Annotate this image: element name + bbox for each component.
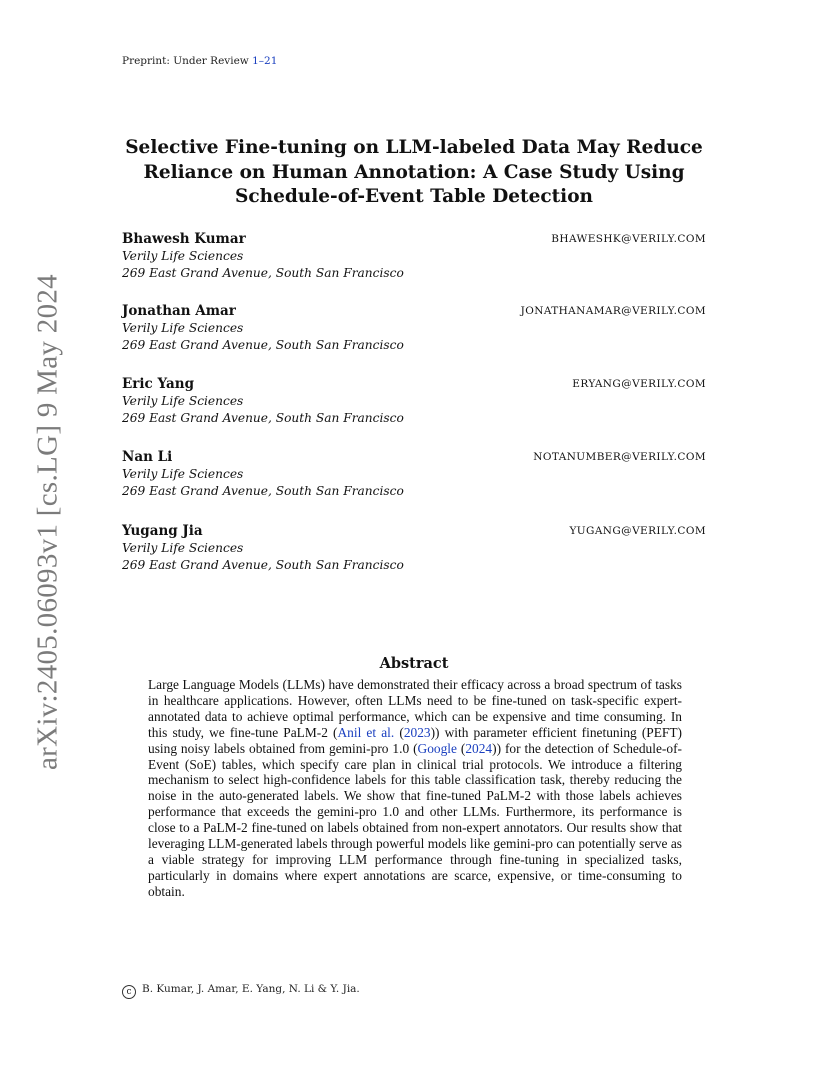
author-block: [122, 449, 708, 499]
author-name: Bhawesh Kumar: [122, 231, 246, 247]
preprint-header: [122, 55, 277, 67]
copyright-icon: c: [122, 985, 136, 999]
author-email[interactable]: NOTANUMBER@VERILY.COM: [533, 451, 706, 463]
author-affiliation: Verily Life Sciences: [122, 394, 244, 408]
abstract-heading: Abstract: [379, 655, 449, 672]
paper-title: [120, 136, 708, 210]
author-address: 269 East Grand Avenue, South San Francisco: [122, 337, 404, 352]
author-block: [122, 231, 708, 281]
preprint-label: Preprint: Under Review: [122, 55, 249, 67]
author-address: 269 East Grand Avenue, South San Francisco: [122, 483, 404, 498]
arxiv-identifier: arXiv:2405.06093v1 [cs.LG] 9 May 2024: [31, 274, 64, 770]
citation-google-year-link[interactable]: 2024: [465, 740, 493, 756]
author-block: [122, 376, 708, 426]
author-name: Eric Yang: [122, 376, 195, 392]
abstract-text: )) with parameter efficient finetuning (PEFT) using noisy labels obtained from gemini-pro 1.0 (: [148, 724, 683, 756]
author-block: [122, 523, 708, 573]
citation-paren: (: [394, 724, 404, 740]
title-line: Schedule-of-Event Table Detection: [235, 186, 593, 207]
citation-anil-link[interactable]: Anil et al.: [337, 724, 395, 740]
author-email[interactable]: JONATHANAMAR@VERILY.COM: [520, 305, 706, 317]
citation-google-link[interactable]: Google: [417, 740, 457, 756]
author-name: Jonathan Amar: [122, 303, 236, 319]
footer-authors: B. Kumar, J. Amar, E. Yang, N. Li & Y. Jia.: [142, 983, 360, 995]
author-name: Yugang Jia: [122, 523, 203, 539]
author-affiliation: Verily Life Sciences: [122, 541, 244, 555]
author-affiliation: Verily Life Sciences: [122, 467, 244, 481]
author-name: Nan Li: [122, 449, 173, 465]
citation-anil-year-link[interactable]: 2023: [403, 724, 431, 740]
author-address: 269 East Grand Avenue, South San Francisco: [122, 265, 404, 280]
title-line: Reliance on Human Annotation: A Case Study Using: [143, 161, 685, 183]
author-address: 269 East Grand Avenue, South San Francisco: [122, 557, 404, 572]
author-email[interactable]: YUGANG@VERILY.COM: [569, 525, 706, 537]
author-block: [122, 303, 708, 353]
abstract-text: Large Language Models (LLMs) have demonstrated their efficacy across a broad spectrum of tasks in healthcare applications. However, often LLMs need to be fine-tuned on task-specific expert-annotated data to achieve optimal performance, which can be expensive and time consuming. In this study, we fine-tune PaLM-2 (: [148, 677, 682, 740]
copyright-footer: [122, 983, 360, 999]
author-address: 269 East Grand Avenue, South San Francisco: [122, 410, 404, 425]
abstract-body: [148, 677, 682, 900]
author-email[interactable]: ERYANG@VERILY.COM: [572, 378, 706, 390]
author-affiliation: Verily Life Sciences: [122, 249, 244, 263]
page-range-link[interactable]: 1–21: [252, 55, 278, 67]
abstract-text: )) for the detection of Schedule-of-Event (SoE) tables, which specify care plan in clinical trial protocols. We introduce a filtering mechanism to select high-confidence labels for this table classification task, thereby reducing the noise in the auto-generated labels. We show that fine-tuned PaLM-2 with those labels achieves performance that exceeds the gemini-pro 1.0 and other LLMs. Furthermore, its performance is close to a PaLM-2 fine-tuned on labels obtained from non-expert annotators. Our results show that leveraging LLM-generated labels through powerful models like gemini-pro can potentially serve as a viable strategy for improving LLM performance through fine-tuning in specialized tasks, particularly in domains where expert annotations are scarce, expensive, or time-consuming to obtain.: [148, 740, 682, 899]
author-email[interactable]: BHAWESHK@VERILY.COM: [551, 233, 706, 245]
citation-paren: (: [456, 740, 466, 756]
author-affiliation: Verily Life Sciences: [122, 321, 244, 335]
title-line: Selective Fine-tuning on LLM-labeled Data May Reduce: [125, 137, 703, 158]
